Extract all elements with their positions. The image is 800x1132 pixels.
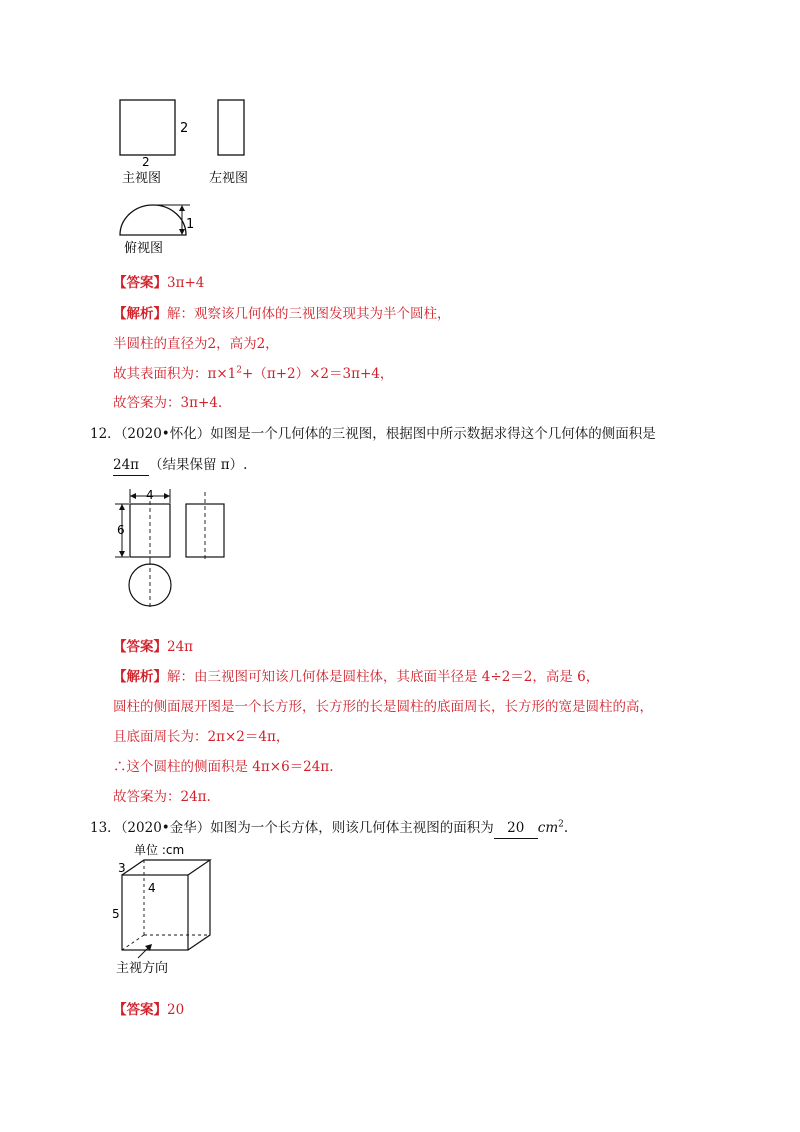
direction-label: 主视方向 bbox=[116, 961, 169, 976]
top-view-semicircle bbox=[120, 205, 186, 235]
q11-analysis-line4: 故答案为：3π+4. bbox=[113, 395, 223, 411]
q13-answer bbox=[113, 1000, 184, 1020]
front-view-label: 主视图 bbox=[122, 171, 162, 186]
answer-value: 3π+4 bbox=[167, 275, 205, 291]
q12-analysis-line1 bbox=[113, 667, 599, 687]
analysis-text: 解：由三视图可知该几何体是圆柱体，其底面半径是 4÷2＝2，高是 6， bbox=[167, 669, 600, 685]
side-view-rect bbox=[218, 100, 244, 155]
answer-value: 24π bbox=[167, 639, 194, 655]
question-stem: 如图为一个长方体，则该几何体主视图的面积为 bbox=[210, 820, 494, 836]
front-view-square bbox=[120, 100, 175, 155]
q12-analysis-line2: 圆柱的侧面展开图是一个长方形，长方形的长是圆柱的底面周长，长方形的宽是圆柱的高， bbox=[113, 699, 653, 715]
height-dim: 5 bbox=[112, 907, 120, 921]
height-dim: 6 bbox=[117, 523, 125, 537]
answer-blank: 20 bbox=[494, 818, 538, 839]
answer-value: 20 bbox=[167, 1002, 185, 1018]
q11-analysis-line2: 半圆柱的直径为2，高为2， bbox=[113, 336, 279, 352]
q12-analysis-line4: ∴这个圆柱的侧面积是 4π×6＝24π. bbox=[113, 759, 334, 775]
question-note: （结果保留 π）. bbox=[149, 457, 248, 473]
formula-part: +（π+2）×2＝3π+4， bbox=[242, 366, 394, 382]
q11-three-views-figure bbox=[110, 90, 270, 260]
side-view-label: 左视图 bbox=[209, 171, 249, 186]
q12-question-line1 bbox=[90, 424, 656, 444]
answer-tag: 【答案】 bbox=[113, 1002, 167, 1018]
front-width-dim: 2 bbox=[142, 155, 150, 169]
analysis-tag: 【解析】 bbox=[113, 669, 167, 685]
answer-tag: 【答案】 bbox=[113, 275, 167, 291]
depth-dim: 3 bbox=[118, 861, 126, 875]
q12-analysis-line5: 故答案为：24π. bbox=[113, 789, 211, 805]
question-stem: 如图是一个几何体的三视图，根据图中所示数据求得这个几何体的侧面积是 bbox=[210, 426, 656, 442]
formula-exponent: 2 bbox=[236, 365, 243, 376]
top-height-dim: 1 bbox=[186, 217, 195, 232]
q12-question-line2 bbox=[113, 455, 247, 476]
q12-answer bbox=[113, 637, 193, 657]
q12-three-views-figure bbox=[110, 487, 240, 612]
analysis-text: 解：观察该几何体的三视图发现其为半个圆柱， bbox=[167, 306, 451, 322]
q13-cuboid-figure bbox=[108, 840, 228, 980]
unit-exponent: 2 bbox=[558, 819, 564, 830]
question-source: （2020•金华） bbox=[120, 820, 211, 836]
width-dim: 4 bbox=[146, 488, 154, 502]
answer-tag: 【答案】 bbox=[113, 639, 167, 655]
q12-analysis-line3: 且底面周长为：2π×2＝4π， bbox=[113, 729, 290, 745]
question-number: 13． bbox=[90, 820, 121, 836]
q11-answer bbox=[113, 273, 204, 293]
q13-question bbox=[90, 818, 568, 839]
question-source: （2020•怀化） bbox=[120, 426, 211, 442]
inner-dim: 4 bbox=[148, 881, 156, 895]
analysis-tag: 【解析】 bbox=[113, 306, 167, 322]
front-height-dim: 2 bbox=[180, 121, 189, 136]
question-end: . bbox=[563, 820, 569, 836]
unit: cm bbox=[537, 820, 559, 836]
q11-analysis-line3 bbox=[113, 364, 393, 384]
formula-part: 故其表面积为：π×1 bbox=[113, 366, 237, 382]
q11-analysis-line1 bbox=[113, 304, 451, 324]
top-view-label: 俯视图 bbox=[124, 241, 164, 256]
answer-blank: 24π bbox=[113, 455, 149, 476]
unit-label: 单位 :cm bbox=[134, 843, 185, 857]
question-number: 12． bbox=[90, 426, 121, 442]
